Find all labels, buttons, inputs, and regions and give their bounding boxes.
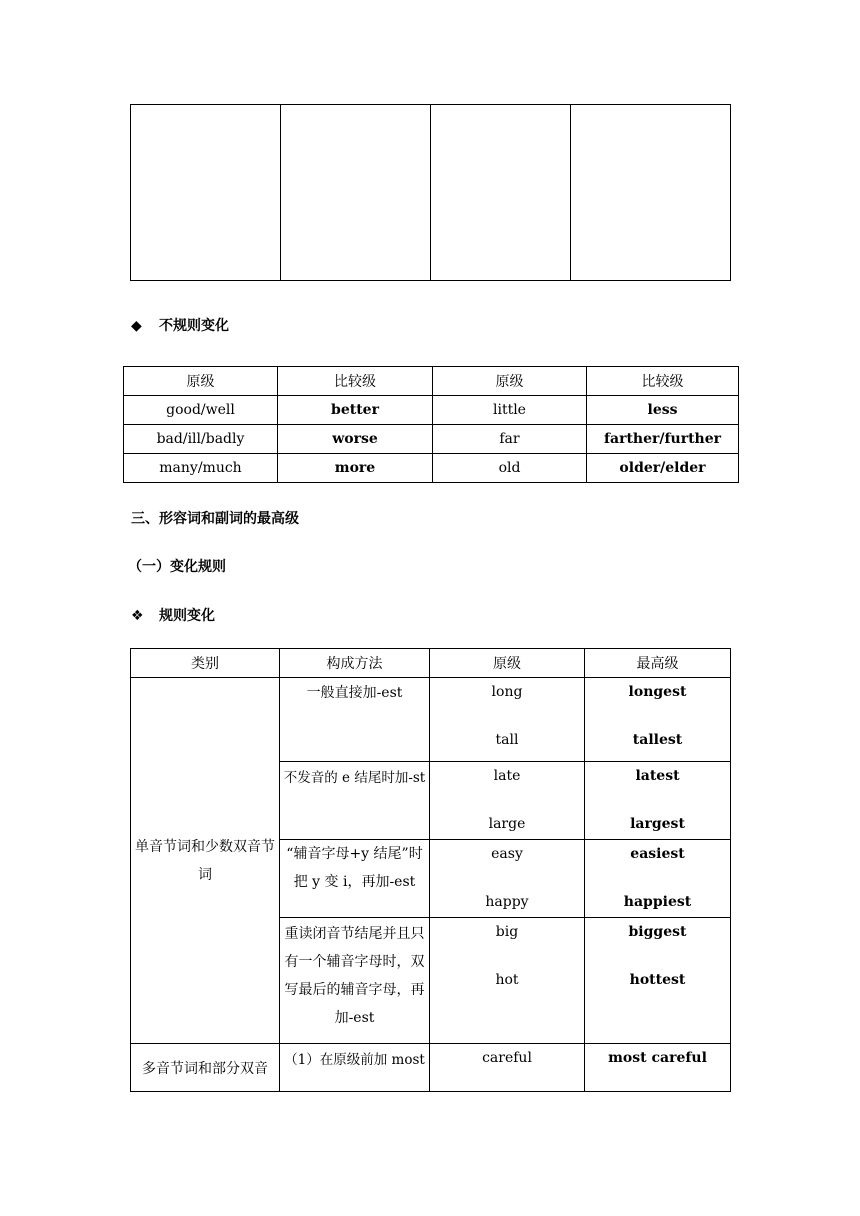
base-word: long xyxy=(491,684,523,700)
superlative-cell xyxy=(585,678,731,762)
comparative-cell: less xyxy=(587,396,739,425)
empty-cell xyxy=(431,105,571,281)
base-cell: old xyxy=(433,454,587,483)
category-cell xyxy=(131,678,280,1044)
regular-heading-text: 规则变化 xyxy=(159,608,215,624)
base-word: easy xyxy=(491,846,523,862)
table-header-row xyxy=(131,649,731,678)
empty-cell xyxy=(571,105,731,281)
method-cell xyxy=(280,762,430,840)
header-cell: 原级 xyxy=(433,367,587,396)
method-text: 重读闭音节结尾并且只有一个辅音字母时，双写最后的辅音字母，再加-est xyxy=(284,926,425,1026)
method-text: （1）在原级前加 most xyxy=(284,1052,425,1068)
empty-table xyxy=(130,104,731,281)
table-row xyxy=(124,454,739,483)
base-cell xyxy=(430,918,585,1044)
comparative-cell: worse xyxy=(278,425,433,454)
base-cell: bad/ill/badly xyxy=(124,425,278,454)
empty-cell xyxy=(281,105,431,281)
base-word: large xyxy=(488,816,526,832)
table-row xyxy=(124,425,739,454)
base-word: happy xyxy=(485,894,529,910)
empty-cell xyxy=(131,105,281,281)
base-word: hot xyxy=(495,972,519,988)
category-label: 多音节词和部分双音 xyxy=(142,1060,268,1077)
method-cell xyxy=(280,678,430,762)
superlative-cell xyxy=(585,918,731,1044)
superlative-word: longest xyxy=(628,684,687,700)
superlative-word: hottest xyxy=(629,972,686,988)
method-cell xyxy=(280,918,430,1044)
base-cell: good/well xyxy=(124,396,278,425)
header-cell: 类别 xyxy=(131,649,280,678)
base-word: big xyxy=(495,924,519,940)
diamond-bullet-icon: ◆ xyxy=(131,318,142,334)
base-cell: many/much xyxy=(124,454,278,483)
base-cell xyxy=(430,1044,585,1092)
base-word: careful xyxy=(482,1050,532,1066)
superlative-word: happiest xyxy=(623,894,692,910)
irregular-table xyxy=(123,366,739,483)
superlative-word: largest xyxy=(630,816,685,832)
superlative-word: most careful xyxy=(608,1050,707,1066)
comparative-cell: farther/further xyxy=(587,425,739,454)
method-text: “辅音字母+y 结尾”时把 y 变 i，再加-est xyxy=(286,846,423,890)
comparative-cell: better xyxy=(278,396,433,425)
subsection-title: （一）变化规则 xyxy=(128,559,226,575)
base-word: tall xyxy=(495,732,519,748)
table-row xyxy=(131,1044,731,1092)
superlative-cell xyxy=(585,1044,731,1092)
method-text: 不发音的 e 结尾时加-st xyxy=(283,770,426,786)
method-cell xyxy=(280,840,430,918)
header-cell: 原级 xyxy=(430,649,585,678)
base-cell xyxy=(430,678,585,762)
method-text: 一般直接加-est xyxy=(306,685,403,701)
header-cell: 最高级 xyxy=(585,649,731,678)
header-cell: 原级 xyxy=(124,367,278,396)
comparative-cell: older/elder xyxy=(587,454,739,483)
base-cell xyxy=(430,762,585,840)
base-word: late xyxy=(493,768,521,784)
table-row xyxy=(124,396,739,425)
category-label: 单音节词和少数双音节词 xyxy=(135,838,275,883)
regular-heading xyxy=(131,605,215,625)
superlative-table xyxy=(130,648,731,1092)
section-title: 三、形容词和副词的最高级 xyxy=(131,511,299,527)
header-cell: 构成方法 xyxy=(280,649,430,678)
irregular-heading-text: 不规则变化 xyxy=(159,318,229,334)
header-cell: 比较级 xyxy=(587,367,739,396)
ornament-bullet-icon: ❖ xyxy=(131,608,144,624)
method-cell xyxy=(280,1044,430,1092)
superlative-cell xyxy=(585,762,731,840)
table-row xyxy=(131,678,731,762)
comparative-cell: more xyxy=(278,454,433,483)
header-cell: 比较级 xyxy=(278,367,433,396)
base-cell: far xyxy=(433,425,587,454)
irregular-heading xyxy=(131,315,229,335)
superlative-word: tallest xyxy=(632,732,683,748)
category-cell xyxy=(131,1044,280,1092)
superlative-word: easiest xyxy=(630,846,685,862)
superlative-word: latest xyxy=(635,768,680,784)
base-cell xyxy=(430,840,585,918)
base-cell: little xyxy=(433,396,587,425)
table-header-row xyxy=(124,367,739,396)
superlative-cell xyxy=(585,840,731,918)
superlative-word: biggest xyxy=(628,924,687,940)
